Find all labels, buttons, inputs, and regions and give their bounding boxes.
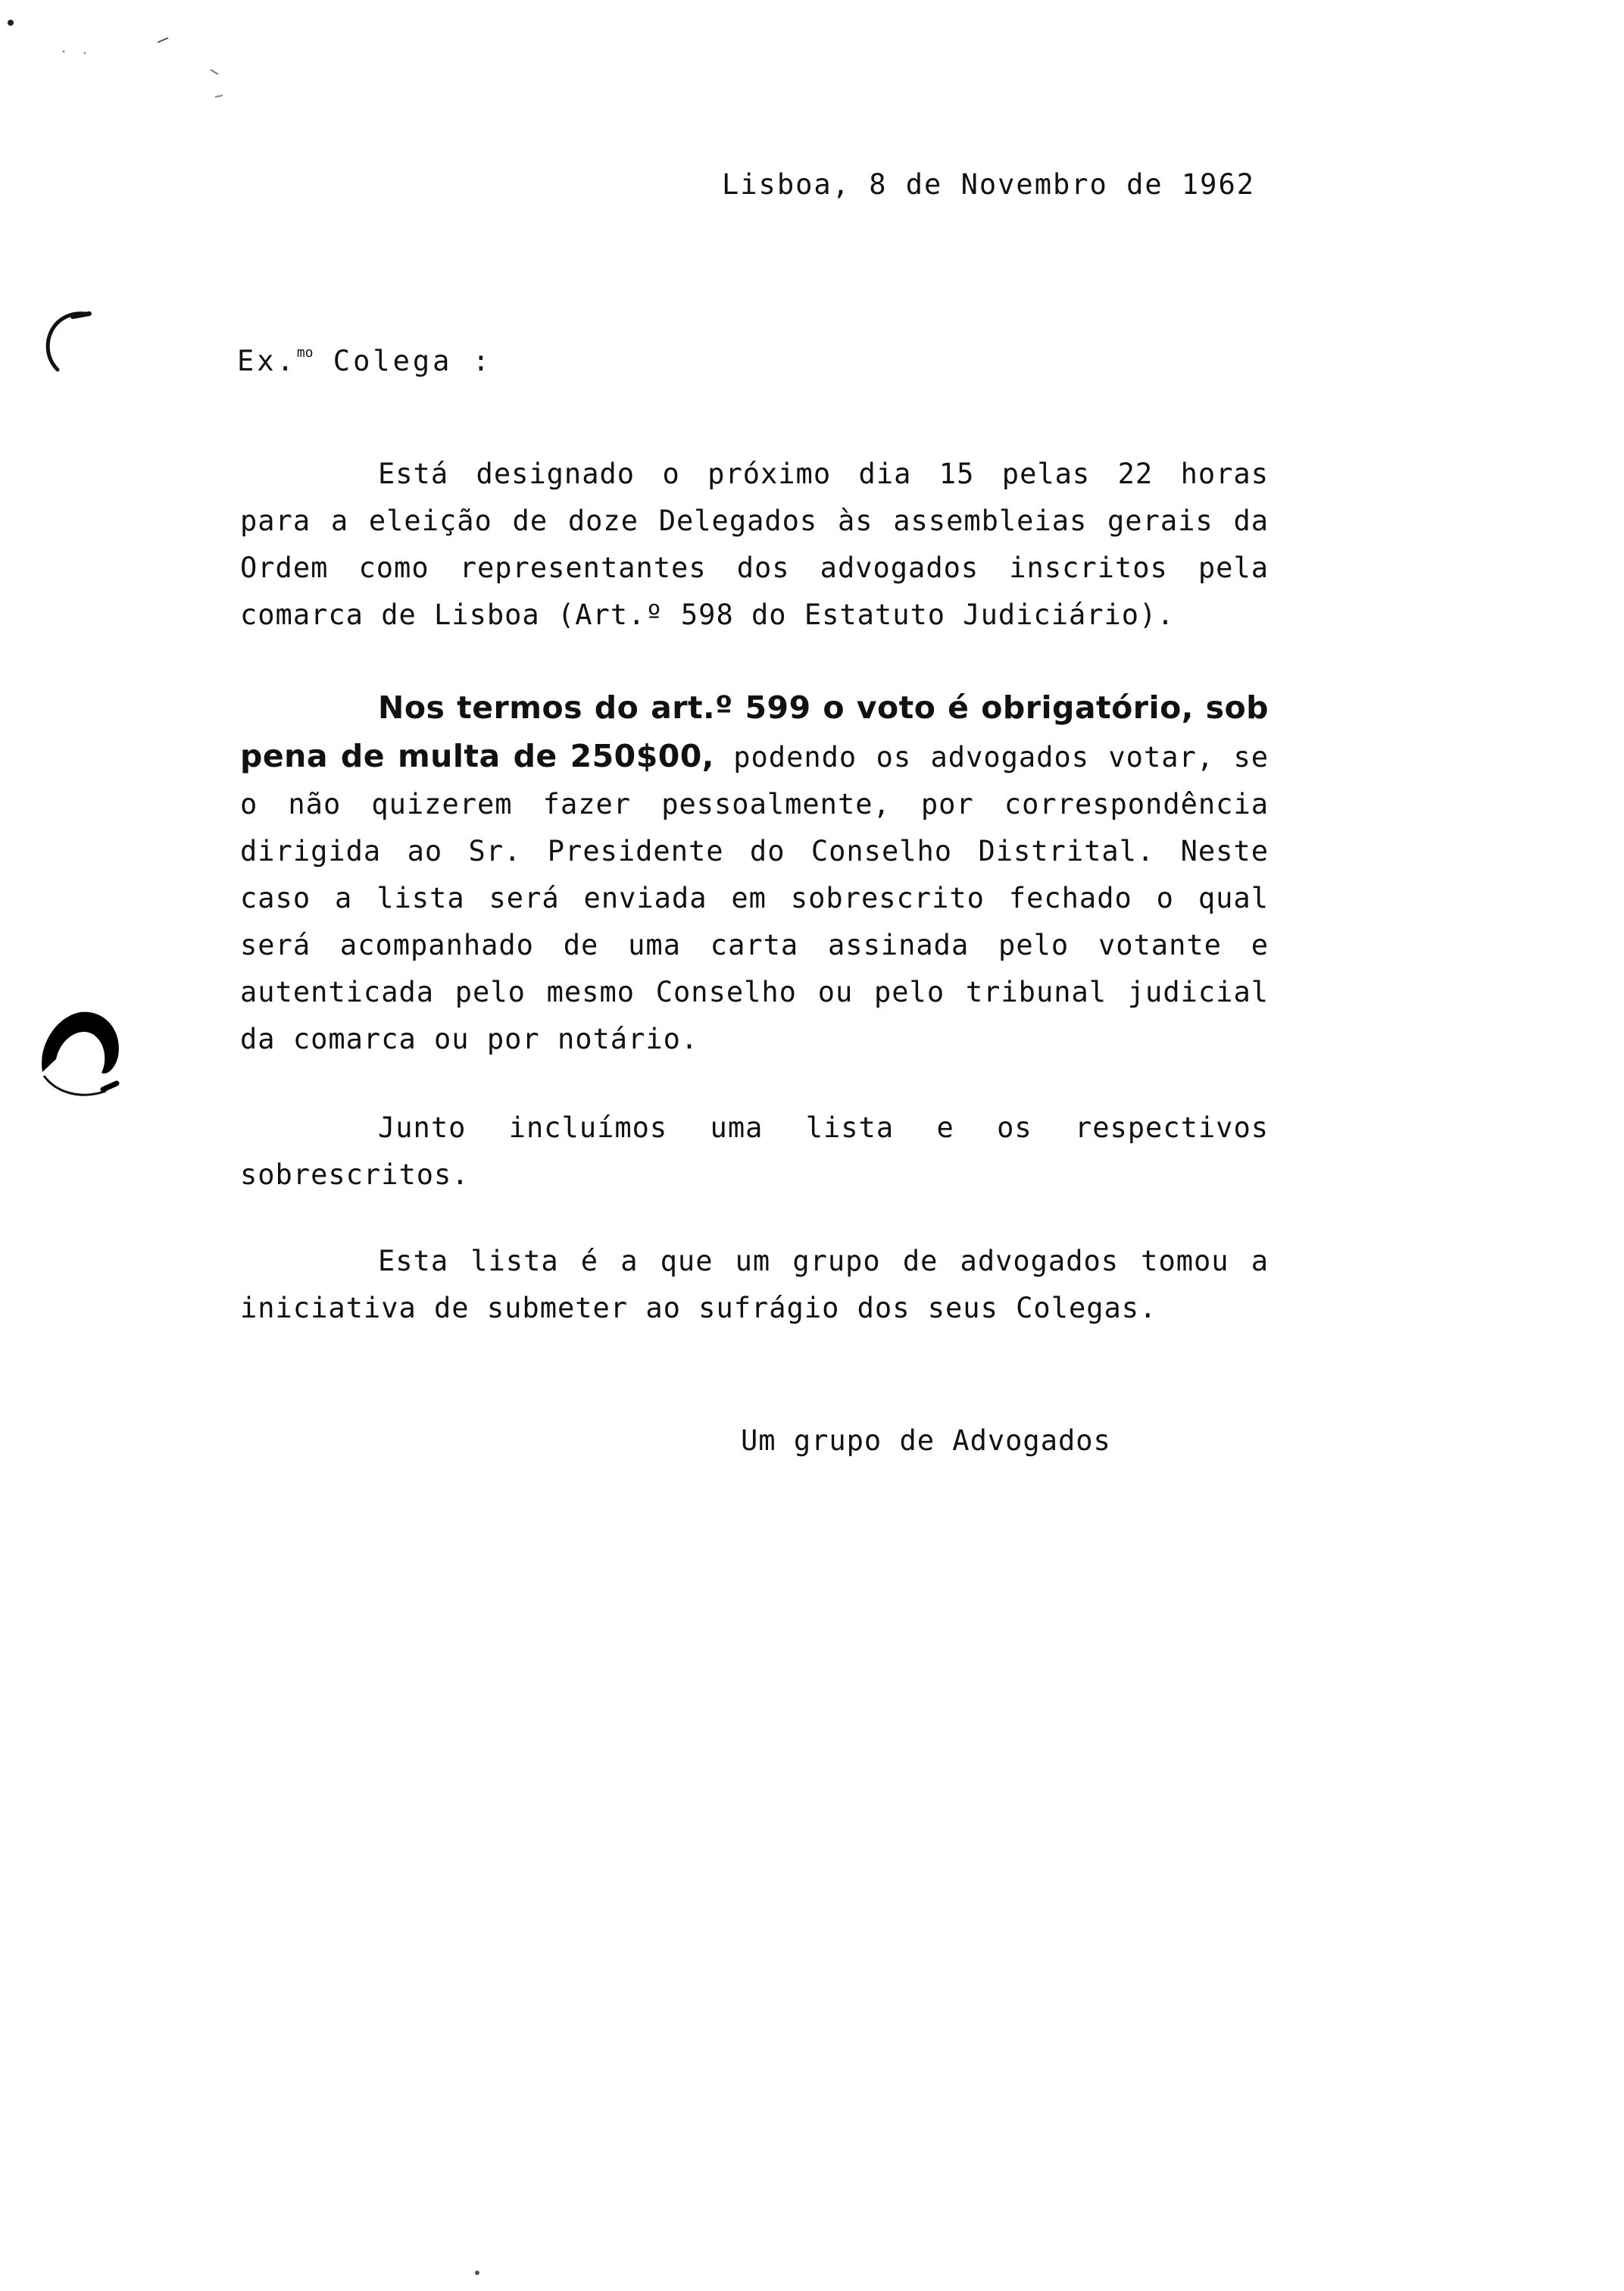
letter-date: Lisboa, 8 de Novembro de 1962 (722, 168, 1256, 201)
paragraph-mandatory-vote (240, 684, 1269, 1063)
paragraph-election-notice-text: Está designado o próximo dia 15 pelas 22 horas para a eleição de doze Delegados às assembleias gerais da Ordem como representantes dos advogados inscritos pela comarca de Lisboa (Art.º 598 do Estatuto Judiciário). (240, 458, 1269, 631)
punch-hole-mark-top (39, 309, 100, 385)
salutation-prefix: Ex. (237, 345, 297, 377)
scan-speck-top-left (0, 0, 242, 114)
paragraph-enclosure-text: Junto incluímos uma lista e os respectivos sobrescritos. (240, 1111, 1269, 1191)
signature: Um grupo de Advogados (741, 1424, 1111, 1457)
salutation (237, 345, 492, 377)
paragraph-list-initiative (240, 1238, 1269, 1332)
paragraph-election-notice (240, 451, 1269, 639)
scan-speck-bottom (470, 2265, 485, 2280)
salutation-suffix: Colega : (313, 345, 492, 377)
mandatory-vote-text: podendo os advogados votar, se o não quizerem fazer pessoalmente, por correspondência dirigida ao Sr. Presidente do Conselho Distrital. Neste caso a lista será enviada em sobrescrito fechado o qual será acompanhado de uma carta assinada pelo votante e autenticada pelo mesmo Conselho ou pelo tribunal judicial da comarca ou por notário. (240, 741, 1269, 1055)
paragraph-list-initiative-text: Esta lista é a que um grupo de advogados tomou a iniciativa de submeter ao sufrágio dos seus Colegas. (240, 1245, 1269, 1324)
salutation-superscript: mo (296, 345, 314, 361)
paragraph-enclosure (240, 1105, 1269, 1199)
punch-hole-mark-middle (33, 1000, 132, 1106)
mandatory-vote-bold-text: Nos termos do art.º 599 o voto é obrigatório, sob pena de multa de 250$00, (240, 689, 1269, 774)
